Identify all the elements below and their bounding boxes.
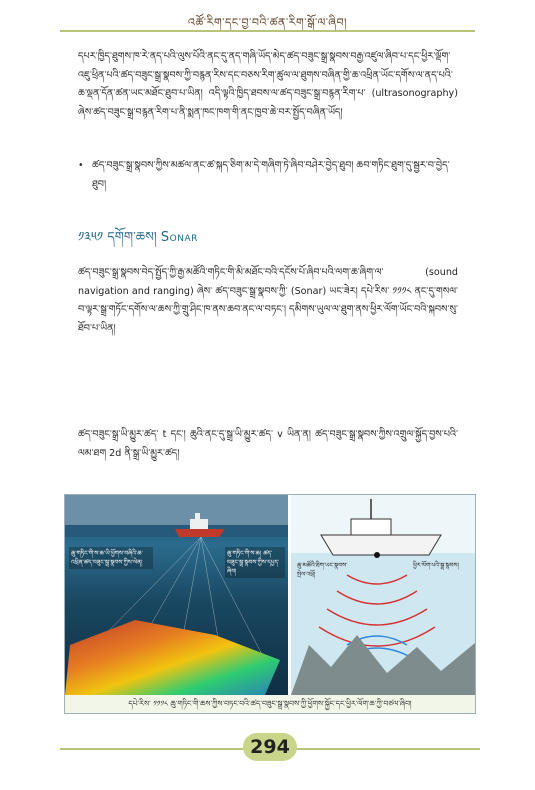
seabed-scan-illustration — [65, 495, 288, 695]
sonar-wave-diagram — [291, 495, 475, 695]
seabed-map — [65, 620, 280, 695]
bullet-dot-icon: • — [78, 160, 84, 171]
sonar-text-2: ཚད་བཟུང་སྒྲ་ཡི་མྱུར་ཚད་ t དང་། ཆུའི་ནང་དུ་སྒྲ་ཡི་མྱུར་ཚད་ v ཡིན་ན། ཚད་བཟུང་སྒྲ་སྣབས་ཀྱིས་འགྲུལ་སྐྱོད་བྱས་པའི་ལམ་ཐག 2d ནི་སྒྲ་ཡི་མྱུར་ཚད། — [78, 429, 458, 459]
page-number: 294 — [243, 733, 297, 761]
bullet-text: ཚད་བཟུང་སྒྲ་སྣབས་ཀྱིས་མཚལ་ནང་ཚ་སྐད་ཅིག་མ་དེ་གཞིག་ཏེ་ཞིབ་བཤེར་བྱེད་ཐུབ། ཆབ་གཏིང་ཐུག་དུ་སྦྱར་བ་བྱེད་ཐུབ། — [92, 160, 450, 190]
bullet-item — [78, 157, 463, 195]
section-number: ༡༣༥༡ — [78, 230, 104, 245]
sonar-paragraph-1 — [78, 264, 458, 422]
figure-label-right-1: ཆུ་མཚོའི་ཐིག་ཡང་སྣབས་སྤེལ་འཕྲོ། — [297, 562, 348, 578]
sonar-text-1: ཚད་བཟུང་སྒྲ་སྣབས་བེད་སྤྱོད་ཀྱི་རྒྱ་མཚོའི་གཏིང་གི་མི་མཐོང་བའི་དངོས་པོ་ཞིབ་པའི་ལག་ཆ་ཞིག་ལ་ (sound navigation and ranging) ཞེས་ ཚད་བཟུང་སྒྲ་སྣབས་ཀྱི་ (Sonar) ཡང་ཟེར། དཔེ་རིས་ ༡༡༡༨ ནང་དུ་གསལ་བ་ལྟར་སྒྲ་གཏོང་དགོས་ལ་ཆས་ཀྱི་གྲུ་ཤིང་ཁ་ནས་ཆབ་ནང་ལ་བཏང་། དམིགས་ཡུལ་ལ་ཐུག་ནས་ཕྱིར་ལོག་ཡོང་བའི་སྐབས་སུ་ཐོབ་པ་ཡིན། — [78, 267, 458, 334]
paragraph-text-1: དཔར་ཁྱིད་ཐུགས་ཁ་རེ་ནད་པའི་ལུས་པོའི་ནང་དུ་ནད་གཞི་ཡོད་མེད་ཚད་བཟུང་སྒྲ་སྣབས་བརྒྱ་འཛུལ་ཞིབ་པ་དང་ཕྱིར་ལྡོག་འཇུ་ཕྲིན་པའི་ཚད་བཟུང་སྒྲ་སྣབས་ཀྱི་བརྙན་རིས་དང་བཅས་རིག་ཚུལ་ལ་ཐུགས་བཞིན་གྱི་ཆ་འཕྲིན་ཡོང་དགོས་ལ་ནད་པའི་ཆ་ལྡན་དོན་ཚན་ཡང་མཐོང་ཐུབ་པ་ཡིན། འདི་ལྟའི་ཁྱིད་ཐབས་ལ་ཚད་བཟུང་སྒྲ་བརྙན་རིག་པ་ — [78, 51, 453, 100]
page-header — [0, 0, 535, 28]
figure-label-left-1: ཆུ་གཏིང་གི་ས་ཆ་ཡི་ཕྱོགས་བཞིའི་ཆ་འཕྲིན་ཚད་བཟུང་སྒྲ་སྣབས་ཀྱིས་ལེན། — [69, 547, 153, 569]
section-heading — [78, 222, 198, 259]
figure-label-left-2: ཆུ་གཏིང་གི་ས་ཆ། ཚད་བཟུང་སྒྲ་སྣབས་ཀྱིས་དཔྱད་ཞིབ། — [225, 547, 285, 578]
paragraph-intro — [78, 48, 458, 142]
header-title: འཚོ་རིག་དང་བྱ་བའི་ཚན་རིག་སྒོ་ལ་ཞིབ། — [188, 16, 347, 29]
figure-label-right-2: ཕྱིར་ལོག་པའི་སྒྲ་སྣབས། — [413, 562, 459, 569]
sonar-figure — [64, 494, 476, 714]
paragraph-text-2: (ultrasonography) ཞེས་ཚད་བཟུང་སྒྲ་བརྙན་རིག་པ་ནི་སྨན་ཁང་ཁག་གི་ནང་ཁྱབ་ཆེ་བར་སྤྱོད་བཞིན་ཡོད། — [78, 88, 458, 118]
figure-caption: དཔེ་རིས་ ༡༡༡༨ ཆུ་གཏིང་གི་ཆས་ཀྱིས་བཏང་བའི་ཚད་བཟུང་སྒྲ་སྣབས་ཀྱི་ཕྱོགས་སྐྱོང་དང་ཕྱིར་ལོག་ཆ་ཀྱི་བཙལ་ཞིབ། — [65, 695, 475, 713]
sonar-paragraph-2 — [78, 426, 458, 482]
figure-left-panel — [65, 495, 288, 695]
header-rule — [60, 30, 475, 32]
figure-right-panel — [291, 495, 475, 695]
section-title: དགོག་ཆས། — [107, 230, 157, 245]
section-title-en: Sonar — [160, 230, 198, 245]
